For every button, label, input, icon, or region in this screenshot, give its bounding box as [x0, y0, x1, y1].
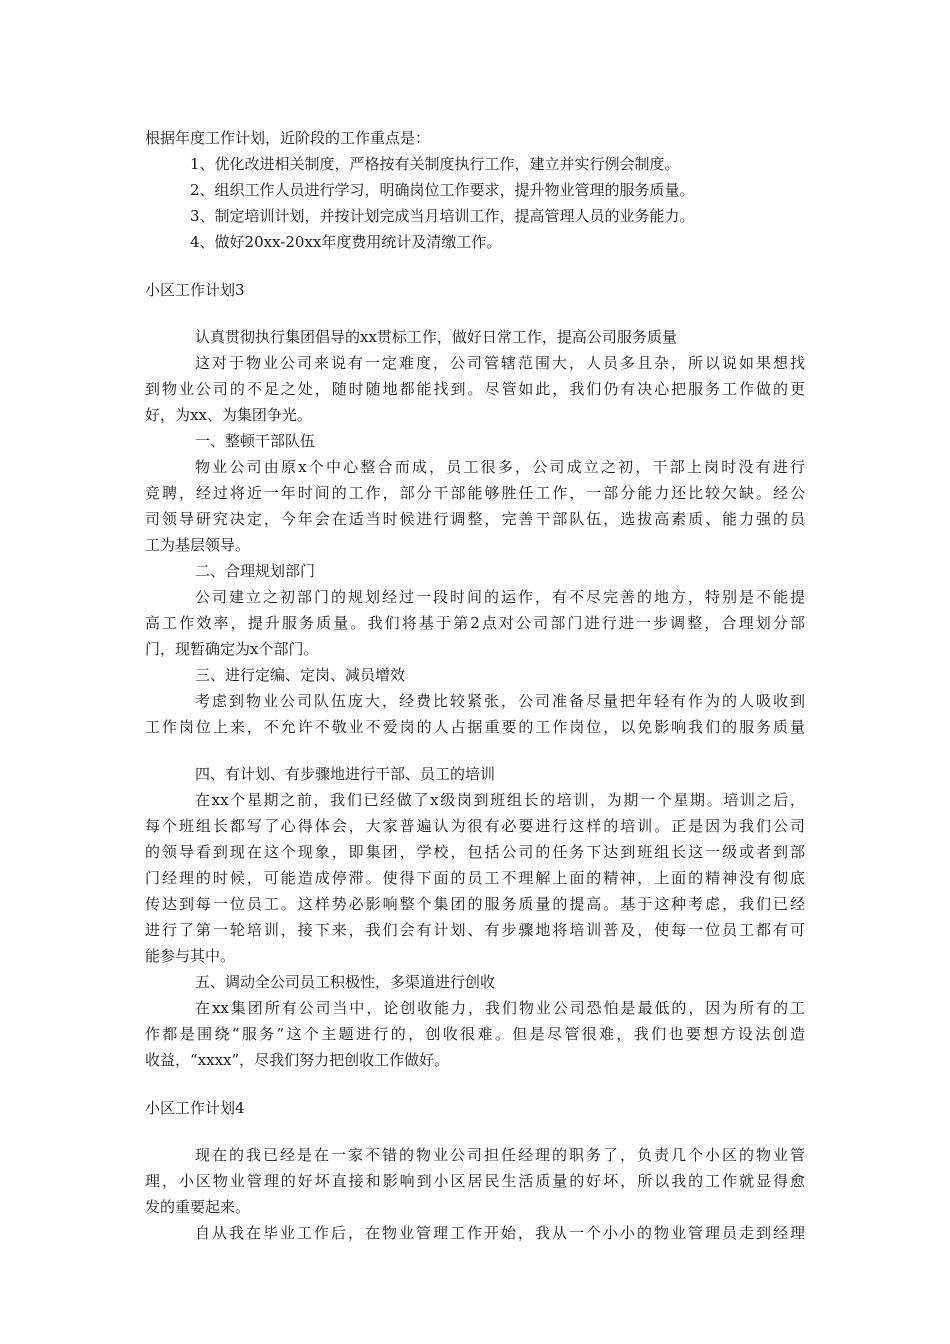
plan3-p6-line-5: 传达到每一位员工。这样势必影响整个集团的服务质量的提高。基于这种考虑，我们已经 [145, 895, 805, 913]
plan3-p5-line-2: 工作岗位上来，不允许不敬业不爱岗的人占据重要的工作岗位，以免影响我们的服务质量 [145, 718, 805, 736]
plan3-p3-line-1: 物业公司由原x个中心整合而成，员工很多，公司成立之初，干部上岗时没有进行 [195, 458, 805, 476]
plan3-p6-line-2: 每个班组长都写了心得体会，大家普遍认为很有必要进行这样的培训。正是因为我们公司 [145, 817, 805, 835]
plan4-p1-line-1: 现在的我已经是在一家不错的物业公司担任经理的职务了，负责几个小区的物业管 [195, 1146, 805, 1164]
plan3-p3-line-3: 司领导研究决定，今年会在适当时候进行调整，完善干部队伍，选拔高素质、能力强的员 [145, 510, 805, 528]
intro-item-2: 2、组织工作人员进行学习，明确岗位工作要求，提升物业管理的服务质量。 [190, 181, 695, 199]
section-title-plan3: 小区工作计划3 [145, 281, 245, 299]
plan3-p4-line-1: 公司建立之初部门的规划经过一段时间的运作，有不尽完善的地方，特别是不能提 [195, 588, 805, 606]
plan3-p7-line-3: 收益，“xxxx”，尽我们努力把创收工作做好。 [145, 1051, 450, 1069]
plan3-p2-line-3: 好，为xx、为集团争光。 [145, 406, 312, 424]
plan3-p5-line-1: 考虑到物业公司队伍庞大，经费比较紧张，公司准备尽量把年轻有作为的人吸收到 [195, 692, 805, 710]
plan3-p3-line-2: 竞聘，经过将近一年时间的工作，部分干部能够胜任工作，一部分能力还比较欠缺。经公 [145, 484, 805, 502]
plan3-p2-line-1: 这对于物业公司来说有一定难度，公司管辖范围大，人员多且杂，所以说如果想找 [195, 354, 805, 372]
intro-item-1: 1、优化改进相关制度，严格按有关制度执行工作，建立并实行例会制度。 [190, 155, 680, 173]
plan3-p6-line-7: 能参与其中。 [145, 947, 236, 965]
plan3-p6-line-6: 进行了第一轮培训，接下来，我们会有计划、有步骤地将培训普及，使每一位员工都有可 [145, 921, 805, 939]
plan3-p4-line-2: 高工作效率，提升服务质量。我们将基于第2点对公司部门进行进一步调整，合理划分部 [145, 614, 805, 632]
plan3-p3-line-4: 工为基层领导。 [145, 536, 251, 554]
plan3-heading-1: 一、整顿干部队伍 [195, 432, 316, 450]
plan3-p7-line-1: 在xx集团所有公司当中，论创收能力，我们物业公司恐怕是最低的，因为所有的工 [195, 999, 805, 1017]
plan3-p6-line-4: 门经理的时候，可能造成停滞。使得下面的员工不理解上面的精神，上面的精神没有彻底 [145, 869, 805, 887]
plan3-heading-5: 五、调动全公司员工积极性，多渠道进行创收 [195, 973, 496, 991]
plan4-p1-line-2: 理，小区物业管理的好坏直接和影响到小区居民生活质量的好坏，所以我的工作就显得愈 [145, 1172, 805, 1190]
plan3-heading-4: 四、有计划、有步骤地进行干部、员工的培训 [195, 765, 496, 783]
plan4-p1-line-3: 发的重要起来。 [145, 1198, 251, 1216]
section-title-plan4: 小区工作计划4 [145, 1099, 245, 1117]
plan3-p2-line-2: 到物业公司的不足之处，随时随地都能找到。尽管如此，我们仍有决心把服务工作做的更 [145, 380, 805, 398]
intro-item-4: 4、做好20xx-20xx年度费用统计及清缴工作。 [190, 233, 502, 251]
plan3-heading-3: 三、进行定编、定岗、减员增效 [195, 666, 406, 684]
plan3-p4-line-3: 门，现暂确定为x个部门。 [145, 640, 319, 658]
intro-item-3: 3、制定培训计划，并按计划完成当月培训工作，提高管理人员的业务能力。 [190, 207, 695, 225]
intro-lead: 根据年度工作计划，近阶段的工作重点是： [145, 129, 431, 147]
plan3-p6-line-3: 的领导看到现在这个现象，即集团，学校，包括公司的任务下达到班组长这一级或者到部 [145, 843, 805, 861]
plan3-heading-2: 二、合理规划部门 [195, 562, 316, 580]
plan3-p7-line-2: 作都是围绕“服务”这个主题进行的，创收很难。但是尽管很难，我们也要想方设法创造 [145, 1025, 805, 1043]
plan3-paragraph-1: 认真贯彻执行集团倡导的xx贯标工作，做好日常工作，提高公司服务质量 [195, 328, 677, 346]
plan4-p2-line-1: 自从我在毕业工作后，在物业管理工作开始，我从一个小小的物业管理员走到经理 [195, 1224, 805, 1242]
plan3-p6-line-1: 在xx个星期之前，我们已经做了x级岗到班组长的培训，为期一个星期。培训之后， [195, 791, 805, 809]
